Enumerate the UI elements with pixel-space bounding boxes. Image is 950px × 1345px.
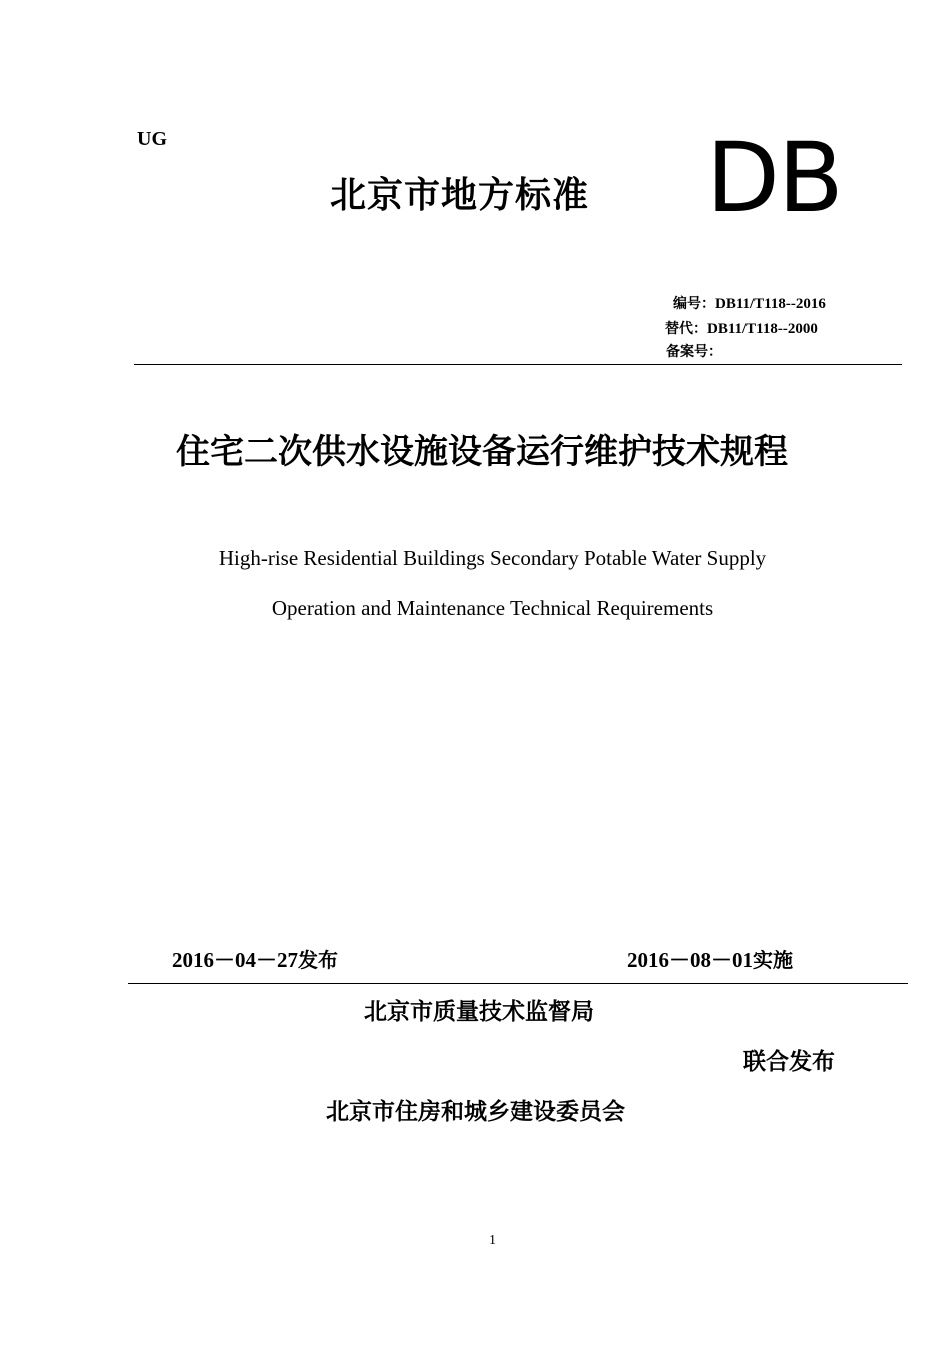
db-standard-mark: DB [706,122,842,234]
effective-date [627,944,793,974]
page-number: 1 [489,1233,496,1248]
document-title-cn: 住宅二次供水设施设备运行维护技术规程 [176,432,788,472]
document-title-en-line2: Operation and Maintenance Technical Requirements [271,596,714,620]
filing-number [666,341,722,361]
filing-number-label: 备案号： [666,344,722,360]
issuer-quality-bureau: 北京市质量技术监督局 [364,999,594,1025]
classification-code: UG [137,128,167,150]
joint-issue-label: 联合发布 [743,1049,835,1075]
bottom-divider [128,983,908,984]
publish-date [172,944,338,974]
standard-code-value: DB11/T118--2016 [715,296,826,312]
effective-date-label: 实施 [753,948,793,972]
top-divider [134,364,902,365]
standard-code [673,293,826,313]
issuer-housing-commission: 北京市住房和城乡建设委员会 [326,1099,625,1125]
standard-title: 北京市地方标准 [330,175,590,216]
publish-date-value: 2016－04－27 [172,948,298,972]
effective-date-value: 2016－08－01 [627,948,753,972]
standard-code-label: 编号： [673,296,715,312]
document-title-en-line1: High-rise Residential Buildings Secondary Potable Water Supply [218,546,767,570]
replaced-standard-label: 替代： [665,321,707,337]
publish-date-label: 发布 [298,948,338,972]
replaced-standard-value: DB11/T118--2000 [707,321,818,337]
replaced-standard [665,318,818,338]
